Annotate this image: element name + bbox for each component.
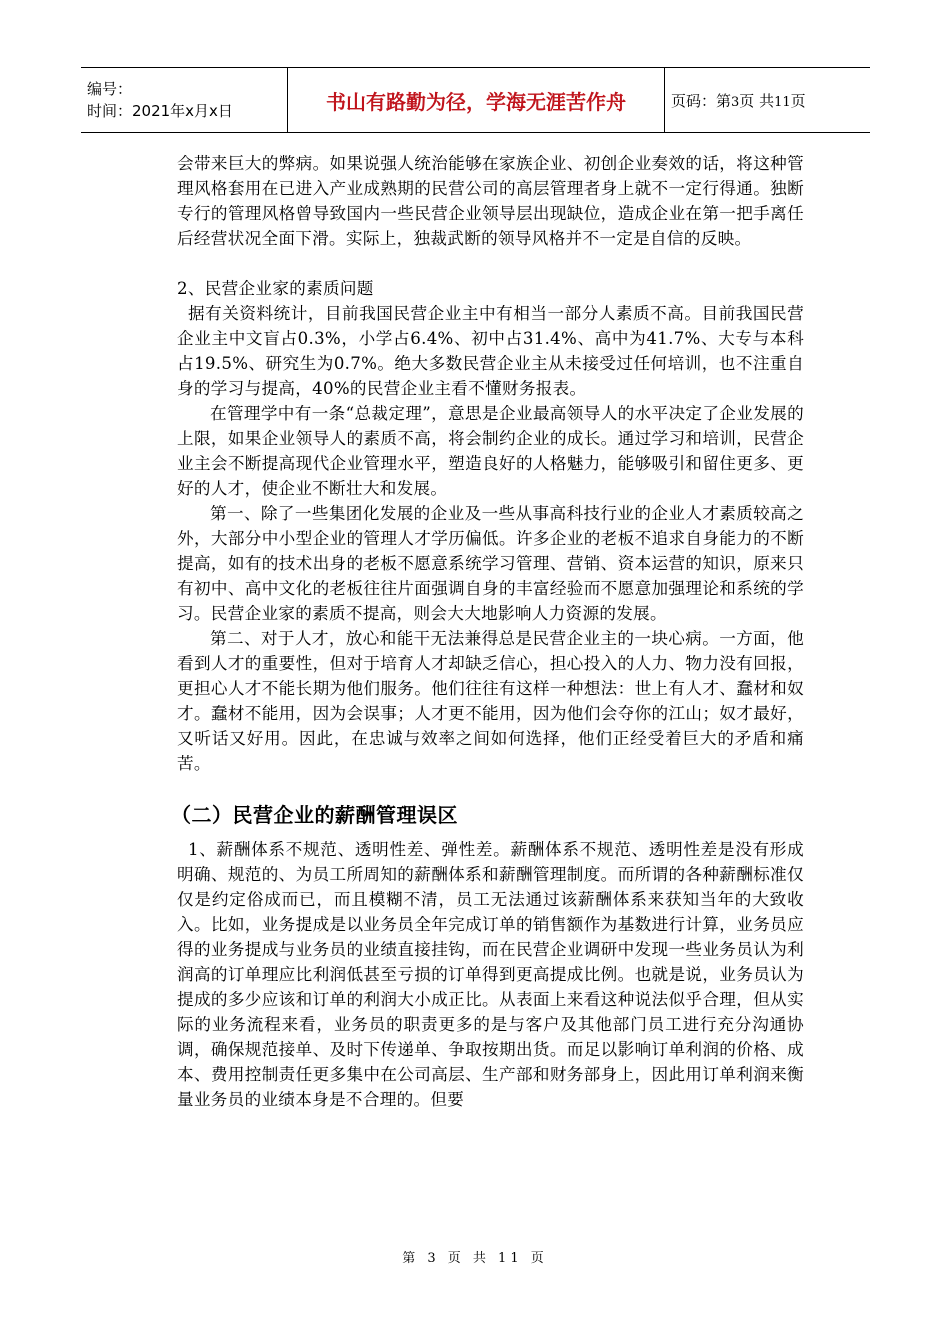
subheading-entrepreneur-quality: 2、民营企业家的素质问题: [177, 279, 374, 298]
page-footer: 第 3 页 共 11 页: [402, 1251, 548, 1266]
doc-time-label: 时间：2021年x月x日: [87, 102, 233, 120]
page-label: 页码：第: [671, 91, 732, 110]
page-current: 3: [731, 94, 740, 110]
paragraph-statistics: 据有关资料统计，目前我国民营企业主中有相当一部分人素质不高。目前我国民营企业主中文盲占0.3%，小学占6.4%、初中占31.4%、高中为41.7%、大专与本科占19.5%、研究生为0.7%。绝大多数民营企业主从未接受过任何培训，也不注重自身的学习与提高，40%的民营企业主看不懂财务报表。: [177, 304, 804, 398]
paragraph-spacer: [177, 251, 804, 276]
section-spacer: [177, 776, 804, 801]
paragraph-leadership-style: 会带来巨大的弊病。如果说强人统治能够在家族企业、初创企业奏效的话，将这种管理风格套用在已进入产业成熟期的民营公司的高层管理者身上就不一定行得通。独断专行的管理风格曾导致国内一些民营企业领导层出现缺位，造成企业在第一把手离任后经营状况全面下滑。实际上，独裁武断的领导风格并不一定是自信的反映。: [177, 154, 804, 248]
heading-spacer: [177, 829, 804, 837]
page-mid: 页 共: [739, 91, 775, 110]
paragraph-ceo-theorem: 在管理学中有一条“总裁定理”，意思是企业最高领导人的水平决定了企业发展的上限，如果企业领导人的素质不高，将会制约企业的成长。通过学习和培训，民营企业主会不断提高现代企业管理水平，塑造良好的人格魅力，能够吸引和留住更多、更好的人才，使企业不断壮大和发展。: [177, 404, 804, 498]
page-total: 11: [774, 94, 791, 110]
paragraph-second-point: 第二、对于人才，放心和能干无法兼得总是民营企业主的一块心病。一方面，他看到人才的重要性，但对于培育人才却缺乏信心，担心投入的人力、物力没有回报，更担心人才不能长期为他们服务。他们往往有这样一种想法：世上有人才、蠢材和奴才。蠢材不能用，因为会误事；人才更不能用，因为他们会夺你的江山；奴才最好，又听话又好用。因此，在忠诚与效率之间如何选择，他们正经受着巨大的矛盾和痛苦。: [177, 629, 804, 773]
paragraph-first-point: 第一、除了一些集团化发展的企业及一些从事高科技行业的企业人才素质较高之外，大部分中小型企业的管理人才学历偏低。许多企业的老板不追求自身能力的不断提高，如有的技术出身的老板不愿意系统学习管理、营销、资本运营的知识，原来只有初中、高中文化的老板往往片面强调自身的丰富经验而不愿意加强理论和系统的学习。民营企业家的素质不提高，则会大大地影响人力资源的发展。: [177, 504, 804, 623]
section-heading-salary: （二）民营企业的薪酬管理误区: [171, 803, 458, 827]
header-motto: 书山有路勤为径，学海无涯苦作舟: [288, 68, 665, 133]
header-page-info: [665, 68, 871, 133]
doc-number-label: 编号：: [87, 80, 133, 98]
document-body: [171, 151, 804, 1112]
header-meta-cell: [81, 68, 288, 133]
page-header: [81, 67, 870, 133]
paragraph-salary-system: 1、薪酬体系不规范、透明性差、弹性差。薪酬体系不规范、透明性差是没有形成明确、规范的、为员工所周知的薪酬体系和薪酬管理制度。而所谓的各种薪酬标准仅仅是约定俗成而已，而且模糊不清，员工无法通过该薪酬体系来获知当年的大致收入。比如，业务提成是以业务员全年完成订单的销售额作为基数进行计算，业务员应得的业务提成与业务员的业绩直接挂钩，而在民营企业调研中发现一些业务员认为利润高的订单理应比利润低甚至亏损的订单得到更高提成比例。也就是说，业务员认为提成的多少应该和订单的利润大小成正比。从表面上来看这种说法似乎合理，但从实际的业务流程来看，业务员的职责更多的是与客户及其他部门员工进行充分沟通协调，确保规范接单、及时下传递单、争取按期出货。而足以影响订单利润的价格、成本、费用控制责任更多集中在公司高层、生产部和财务部身上，因此用订单利润来衡量业务员的业绩本身是不合理的。但要: [177, 840, 804, 1109]
page-end: 页: [790, 91, 806, 110]
